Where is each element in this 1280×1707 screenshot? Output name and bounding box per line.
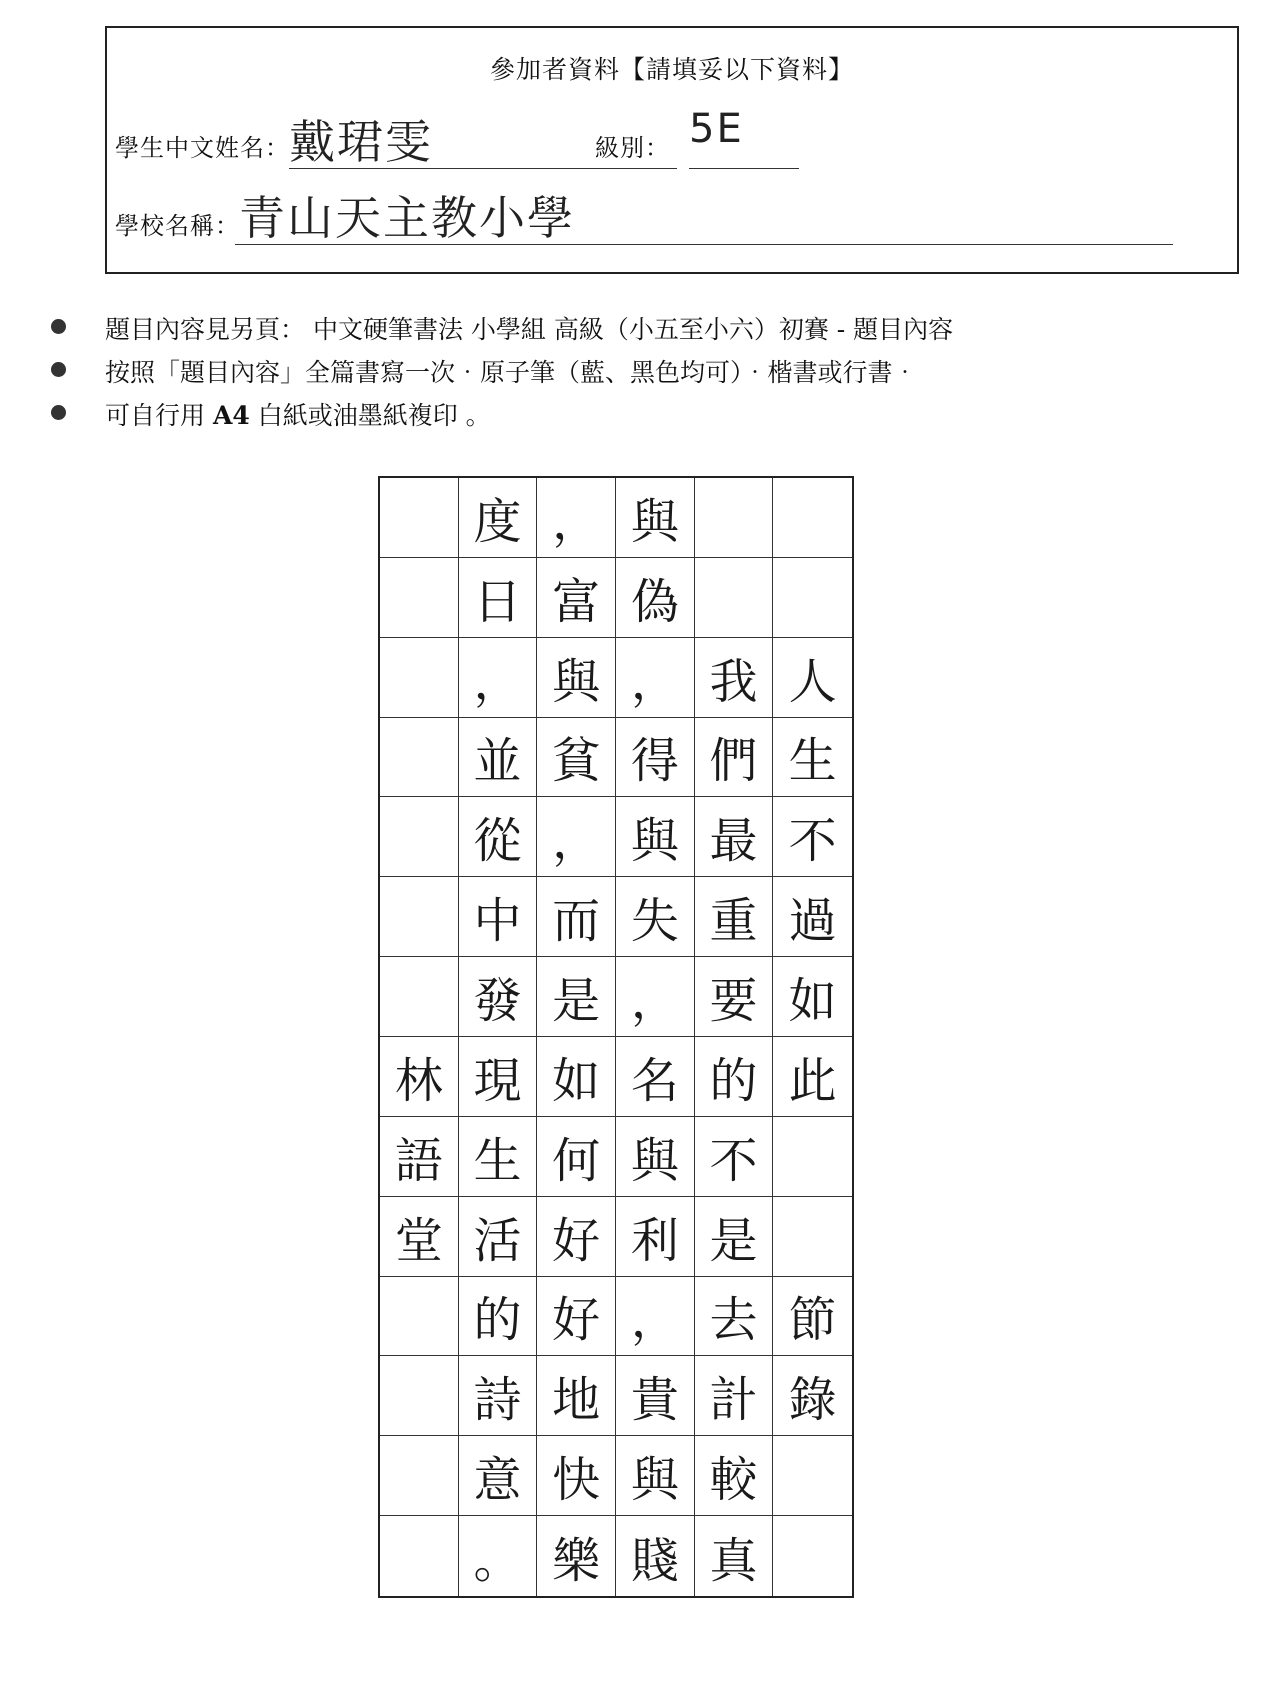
grid-cell: 得 (616, 718, 695, 798)
grid-cell: 是 (537, 957, 616, 1037)
grid-cell: 並 (459, 718, 538, 798)
grid-cell: 貴 (616, 1356, 695, 1436)
grid-cell: 過 (773, 877, 852, 957)
grid-cell: 利 (616, 1197, 695, 1277)
class-value: 5E (689, 106, 744, 152)
grid-cell: 何 (537, 1117, 616, 1197)
grid-cell (380, 478, 459, 558)
grid-cell: 是 (695, 1197, 774, 1277)
grid-cell: 重 (695, 877, 774, 957)
grid-cell: 失 (616, 877, 695, 957)
bullet-icon (51, 319, 66, 334)
grid-cell: 人 (773, 638, 852, 718)
grid-cell: 與 (616, 1117, 695, 1197)
name-label: 學生中文姓名： (115, 134, 290, 162)
grid-cell: 賤 (616, 1516, 695, 1596)
bullet-icon (51, 362, 66, 377)
grid-cell (773, 558, 852, 638)
grid-cell: 與 (616, 797, 695, 877)
grid-cell: 現 (459, 1037, 538, 1117)
school-label: 學校名稱： (115, 212, 240, 240)
grid-cell: 貧 (537, 718, 616, 798)
grid-cell (380, 638, 459, 718)
grid-cell: 富 (537, 558, 616, 638)
grid-cell: 計 (695, 1356, 774, 1436)
grid-cell (695, 478, 774, 558)
grid-cell: ， (537, 797, 616, 877)
grid-cell: 如 (773, 957, 852, 1037)
grid-cell (380, 877, 459, 957)
grid-cell: 此 (773, 1037, 852, 1117)
grid-cell: ， (616, 638, 695, 718)
grid-cell (773, 1117, 852, 1197)
grid-cell: 語 (380, 1117, 459, 1197)
school-value: 青山天主教小學 (239, 191, 575, 245)
grid-cell: 活 (459, 1197, 538, 1277)
class-label: 級別： (595, 134, 670, 162)
grid-cell: 發 (459, 957, 538, 1037)
grid-cell: 好 (537, 1277, 616, 1357)
grid-cell: 從 (459, 797, 538, 877)
grid-cell: 樂 (537, 1516, 616, 1596)
grid-cell: 錄 (773, 1356, 852, 1436)
grid-cell: 。 (459, 1516, 538, 1596)
grid-cell: 地 (537, 1356, 616, 1436)
grid-cell (380, 1356, 459, 1436)
grid-cell: 較 (695, 1436, 774, 1516)
grid-cell (380, 957, 459, 1037)
grid-cell: 不 (695, 1117, 774, 1197)
grid-cell: 真 (695, 1516, 774, 1596)
grid-cell: 的 (459, 1277, 538, 1357)
grid-cell: 不 (773, 797, 852, 877)
grid-cell: 名 (616, 1037, 695, 1117)
grid-cell: 如 (537, 1037, 616, 1117)
grid-cell: 要 (695, 957, 774, 1037)
grid-cell: 詩 (459, 1356, 538, 1436)
grid-cell: 而 (537, 877, 616, 957)
grid-cell: 的 (695, 1037, 774, 1117)
grid-cell: 林 (380, 1037, 459, 1117)
name-underline (289, 168, 677, 169)
grid-cell: 生 (773, 718, 852, 798)
grid-cell: 們 (695, 718, 774, 798)
grid-cell (380, 558, 459, 638)
grid-cell (773, 1436, 852, 1516)
info-title: 參加者資料【請填妥以下資料】 (489, 55, 854, 84)
grid-cell: 堂 (380, 1197, 459, 1277)
name-value: 戴珺雯 (289, 115, 433, 169)
grid-cell (380, 1277, 459, 1357)
grid-cell (773, 1516, 852, 1596)
school-underline (235, 244, 1173, 245)
grid-cell: ， (459, 638, 538, 718)
grid-cell: 意 (459, 1436, 538, 1516)
grid-cell: 最 (695, 797, 774, 877)
grid-cell (380, 718, 459, 798)
grid-cell: 去 (695, 1277, 774, 1357)
grid-cell: 快 (537, 1436, 616, 1516)
grid-cell: 節 (773, 1277, 852, 1357)
bullet-icon (51, 405, 66, 420)
grid-cell: ， (616, 957, 695, 1037)
participant-info-box (105, 26, 1239, 274)
grid-cell: ， (537, 478, 616, 558)
grid-cell (380, 797, 459, 877)
grid-cell (695, 558, 774, 638)
grid-cell: 與 (616, 1436, 695, 1516)
grid-cell: 我 (695, 638, 774, 718)
class-underline (689, 168, 799, 169)
grid-cell (773, 1197, 852, 1277)
grid-cell: 中 (459, 877, 538, 957)
grid-cell (773, 478, 852, 558)
grid-cell (380, 1436, 459, 1516)
grid-cell: 日 (459, 558, 538, 638)
grid-cell: 與 (537, 638, 616, 718)
grid-cell (380, 1516, 459, 1596)
grid-cell: 偽 (616, 558, 695, 638)
grid-cell: 度 (459, 478, 538, 558)
grid-cell: 好 (537, 1197, 616, 1277)
writing-grid (378, 476, 854, 1598)
grid-cell: ， (616, 1277, 695, 1357)
grid-cell: 生 (459, 1117, 538, 1197)
grid-cell: 與 (616, 478, 695, 558)
